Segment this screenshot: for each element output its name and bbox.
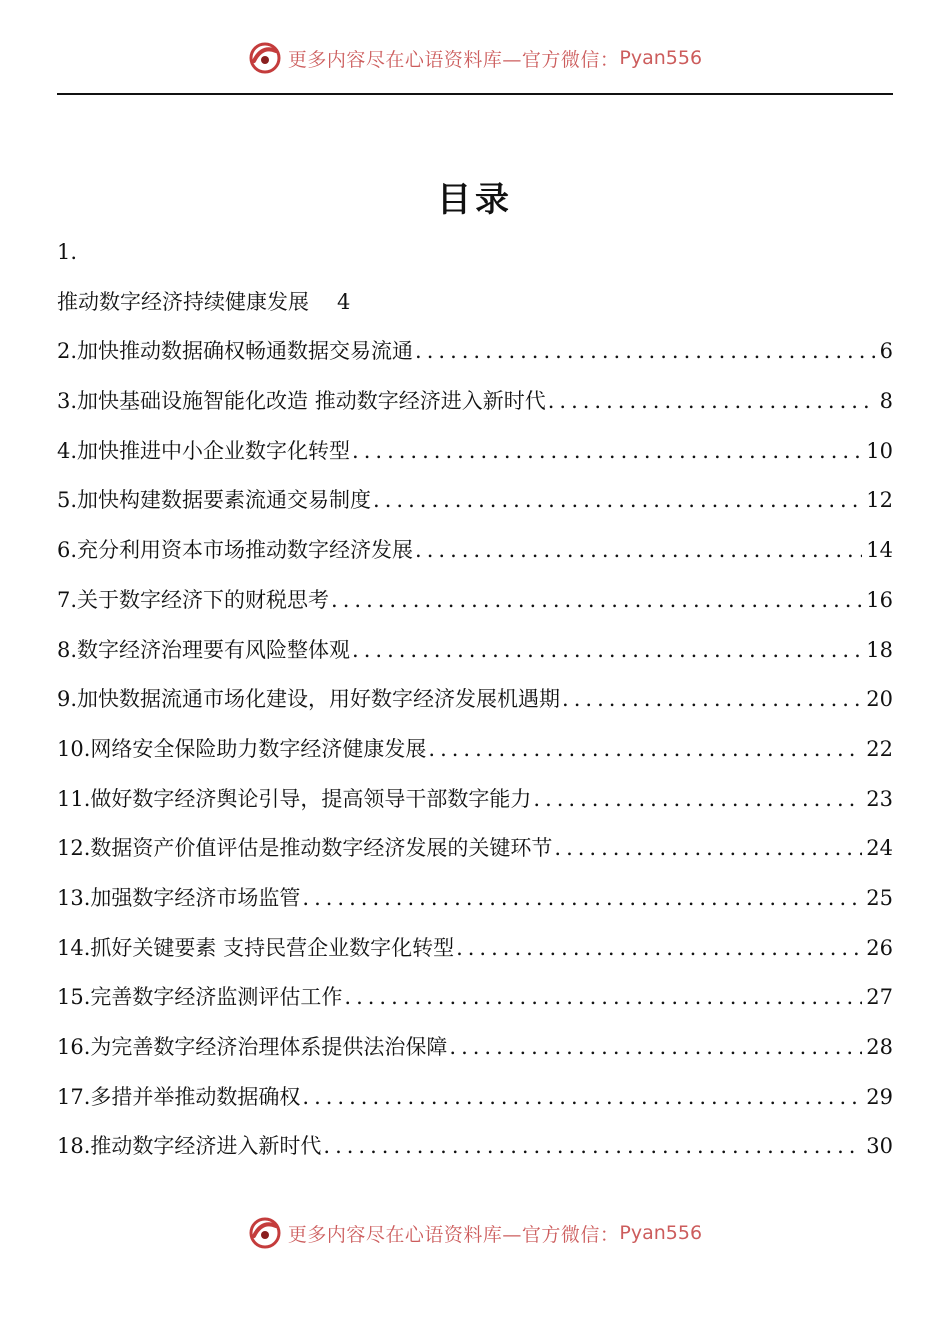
toc-item-page: 14 [866,538,893,563]
toc-item-page: 20 [866,687,893,712]
toc-leader-dots [533,775,862,825]
toc-item[interactable] [57,476,893,526]
toc-leader-dots [373,476,862,526]
toc-item-page: 27 [866,985,893,1010]
toc-list [57,327,893,1172]
toc-item[interactable] [57,874,893,924]
banner-text: 更多内容尽在心语资料库—官方微信： [287,48,620,71]
toc-item-page: 16 [866,587,893,612]
toc-item-label: 5.加快构建数据要素流通交易制度 [57,488,372,513]
toc-item[interactable] [57,1023,893,1073]
toc-item-label: 18.推动数字经济进入新时代 [57,1134,322,1159]
toc-item-page: 25 [866,885,893,910]
toc-item-label: 9.加快数据流通市场化建设，用好数字经济发展机遇期 [57,687,561,712]
toc-item-label: 3.加快基础设施智能化改造 推动数字经济进入新时代 [57,389,546,414]
footer-banner [0,1213,950,1253]
toc-leader-dots [562,675,862,725]
toc-item-label: 2.加快推动数据确权畅通数据交易流通 [57,339,414,364]
toc-item-page: 12 [866,488,893,513]
toc-item-label: 推动数字经济持续健康发展 [57,289,309,314]
toc-leader-dots [415,526,862,576]
toc-item-1[interactable] [57,278,893,328]
toc-item-label: 6.充分利用资本市场推动数字经济发展 [57,538,414,563]
toc-item-page: 26 [866,935,893,960]
toc-item-page: 4 [337,289,351,314]
toc-item[interactable] [57,377,893,427]
toc-item[interactable] [57,327,893,377]
toc-item[interactable] [57,1073,893,1123]
toc-item-page: 24 [866,836,893,861]
table-of-contents [57,228,893,1172]
toc-item-page: 22 [866,736,893,761]
toc-leader-dots [302,1073,862,1123]
banner-wechat-id: Pyan556 [619,1222,703,1244]
toc-item-page: 29 [866,1084,893,1109]
toc-item-label: 14.抓好关键要素 支持民营企业数字化转型 [57,935,455,960]
toc-item[interactable] [57,576,893,626]
toc-item-page: 30 [866,1134,893,1159]
toc-item-page: 10 [866,438,893,463]
toc-item-page: 6 [879,339,893,364]
banner-text: 更多内容尽在心语资料库—官方微信： [287,1223,620,1246]
toc-item[interactable] [57,1122,893,1172]
brand-logo-icon [248,1216,282,1250]
toc-item-label: 4.加快推进中小企业数字化转型 [57,438,351,463]
toc-leader-dots [428,725,862,775]
toc-item[interactable] [57,675,893,725]
toc-item[interactable] [57,427,893,477]
brand-logo-icon [248,41,282,75]
toc-item-label: 11.做好数字经济舆论引导，提高领导干部数字能力 [57,786,532,811]
toc-item-label: 13.加强数字经济市场监管 [57,885,301,910]
toc-item-label: 17.多措并举推动数据确权 [57,1084,301,1109]
toc-item-label: 16.为完善数字经济治理体系提供法治保障 [57,1035,448,1059]
toc-item-page: 23 [866,786,893,811]
toc-item[interactable] [57,725,893,775]
toc-item-label: 8.数字经济治理要有风险整体观 [57,637,351,662]
toc-item[interactable] [57,775,893,825]
toc-leader-dots [352,626,862,676]
toc-item[interactable] [57,526,893,576]
toc-leader-dots [554,824,862,874]
toc-leader-dots [323,1122,862,1172]
toc-item[interactable] [57,824,893,874]
toc-leader-dots [344,973,862,1023]
toc-item-label: 12.数据资产价值评估是推动数字经济发展的关键环节 [57,836,553,861]
toc-item-page: 28 [866,1035,893,1059]
toc-item[interactable] [57,924,893,974]
toc-item-label: 7.关于数字经济下的财税思考 [57,587,330,612]
toc-leader-dots [456,924,862,974]
header-divider [57,93,893,95]
toc-item-page: 8 [879,389,893,414]
toc-leader-dots [449,1023,862,1073]
toc-item-1-number: 1. [57,240,78,264]
banner-wechat-id: Pyan556 [619,47,703,69]
toc-leader-dots [331,576,862,626]
toc-item[interactable] [57,626,893,676]
toc-leader-dots [548,377,876,427]
toc-item-label: 10.网络安全保险助力数字经济健康发展 [57,736,427,761]
toc-leader-dots [302,874,862,924]
toc-leader-dots [352,427,862,477]
toc-item-label: 15.完善数字经济监测评估工作 [57,985,343,1010]
toc-item[interactable] [57,973,893,1023]
page-title: 目录 [437,180,513,220]
toc-item-page: 18 [866,637,893,662]
toc-leader-dots [415,327,876,377]
header-banner [0,38,950,78]
